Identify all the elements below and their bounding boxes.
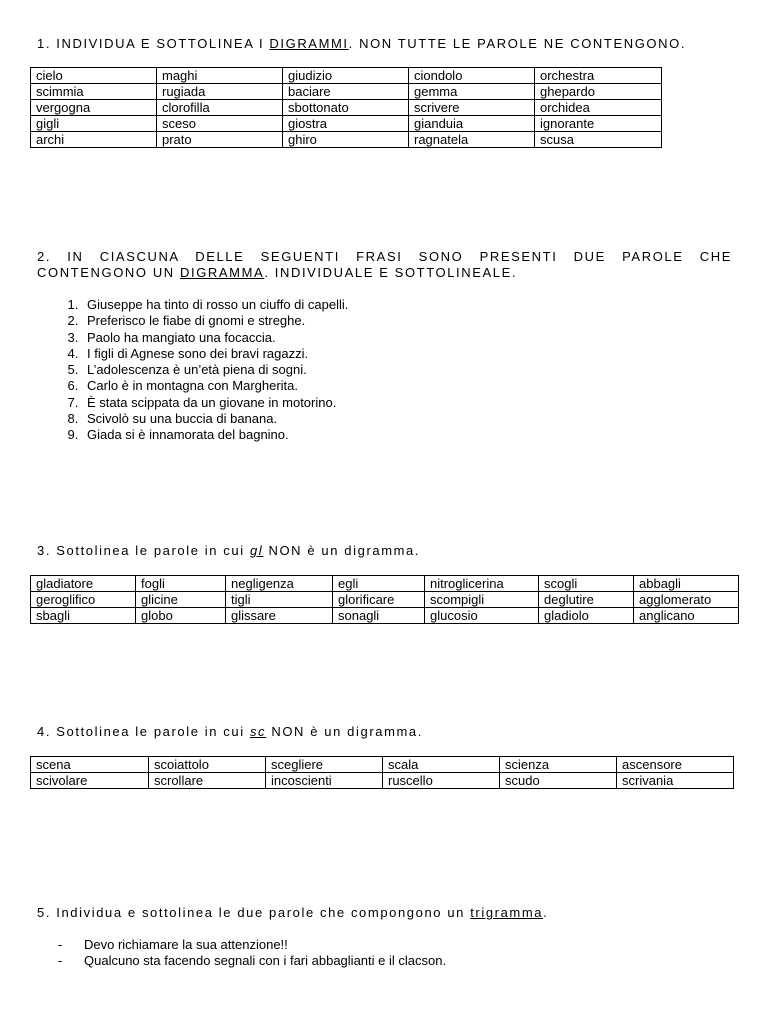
word-cell: orchestra bbox=[535, 68, 662, 84]
word-cell: scusa bbox=[535, 132, 662, 148]
section-5-title-underlined: trigramma bbox=[470, 905, 544, 920]
word-cell: ragnatela bbox=[409, 132, 535, 148]
word-cell: scoiattolo bbox=[149, 757, 266, 773]
word-cell: clorofilla bbox=[157, 100, 283, 116]
word-cell: scivolare bbox=[31, 773, 149, 789]
word-cell: prato bbox=[157, 132, 283, 148]
section-5-title-post: . bbox=[543, 905, 549, 920]
word-cell: cielo bbox=[31, 68, 157, 84]
word-cell: scompigli bbox=[425, 592, 539, 608]
table-row bbox=[31, 592, 739, 608]
table-row bbox=[31, 100, 662, 116]
section-3-title-pre: 3. Sottolinea le parole in cui bbox=[37, 543, 250, 558]
word-cell: scena bbox=[31, 757, 149, 773]
word-cell: scudo bbox=[500, 773, 617, 789]
sentence-item: 3. Paolo ha mangiato una focaccia. bbox=[82, 330, 348, 346]
sentence-item: - Qualcuno sta facendo segnali con i fari abbaglianti e il clacson. bbox=[58, 953, 446, 969]
word-cell: negligenza bbox=[226, 576, 333, 592]
sentence-item: 8. Scivolò su una buccia di banana. bbox=[82, 411, 348, 427]
trigraph-sentence-list bbox=[58, 937, 446, 969]
word-cell: egli bbox=[333, 576, 425, 592]
section-2-title-post: . INDIVIDUALE E SOTTOLINEALE. bbox=[264, 265, 518, 280]
word-cell: glicine bbox=[136, 592, 226, 608]
word-cell: ciondolo bbox=[409, 68, 535, 84]
gl-table bbox=[30, 575, 739, 624]
word-cell: gladiolo bbox=[539, 608, 634, 624]
word-cell: agglomerato bbox=[634, 592, 739, 608]
word-cell: glorificare bbox=[333, 592, 425, 608]
word-cell: abbagli bbox=[634, 576, 739, 592]
section-4-title-pre: 4. Sottolinea le parole in cui bbox=[37, 724, 250, 739]
table-row bbox=[31, 576, 739, 592]
word-cell: glissare bbox=[226, 608, 333, 624]
section-4-title-post: NON è un digramma. bbox=[266, 724, 423, 739]
word-cell: baciare bbox=[283, 84, 409, 100]
sentence-item: 6. Carlo è in montagna con Margherita. bbox=[82, 378, 348, 394]
section-4-title bbox=[37, 724, 732, 740]
section-2-title-underlined: DIGRAMMA bbox=[180, 265, 265, 280]
table-row bbox=[31, 132, 662, 148]
section-2-title-pre: 2. IN CIASCUNA DELLE SEGUENTI FRASI SONO PRESENTI DUE PAROLE CHE CONTENGONO UN bbox=[37, 249, 732, 280]
word-cell: ignorante bbox=[535, 116, 662, 132]
table-row bbox=[31, 608, 739, 624]
table-row bbox=[31, 84, 662, 100]
section-5-title-pre: 5. Individua e sottolinea le due parole che compongono un bbox=[37, 905, 471, 920]
section-5-title bbox=[37, 905, 732, 921]
word-cell: anglicano bbox=[634, 608, 739, 624]
word-cell: scrollare bbox=[149, 773, 266, 789]
word-cell: archi bbox=[31, 132, 157, 148]
section-2-title bbox=[37, 249, 732, 281]
word-cell: sbottonato bbox=[283, 100, 409, 116]
word-cell: fogli bbox=[136, 576, 226, 592]
sentence-list bbox=[37, 297, 348, 444]
word-cell: ascensore bbox=[617, 757, 734, 773]
table-row bbox=[31, 757, 734, 773]
table-row bbox=[31, 68, 662, 84]
word-cell: scienza bbox=[500, 757, 617, 773]
section-1-title-post: . NON TUTTE LE PAROLE NE CONTENGONO. bbox=[348, 36, 687, 51]
section-3-title bbox=[37, 543, 732, 559]
word-cell: gladiatore bbox=[31, 576, 136, 592]
word-cell: giudizio bbox=[283, 68, 409, 84]
word-cell: giostra bbox=[283, 116, 409, 132]
sentence-item: 4. I figli di Agnese sono dei bravi ragazzi. bbox=[82, 346, 348, 362]
word-cell: maghi bbox=[157, 68, 283, 84]
word-cell: scrivere bbox=[409, 100, 535, 116]
word-cell: ghiro bbox=[283, 132, 409, 148]
table-row bbox=[31, 773, 734, 789]
digraph-table bbox=[30, 67, 662, 148]
word-cell: globo bbox=[136, 608, 226, 624]
word-cell: scimmia bbox=[31, 84, 157, 100]
word-cell: incoscienti bbox=[266, 773, 383, 789]
word-cell: gemma bbox=[409, 84, 535, 100]
word-cell: tigli bbox=[226, 592, 333, 608]
word-cell: gianduia bbox=[409, 116, 535, 132]
table-row bbox=[31, 116, 662, 132]
word-cell: vergogna bbox=[31, 100, 157, 116]
word-cell: scrivania bbox=[617, 773, 734, 789]
word-cell: deglutire bbox=[539, 592, 634, 608]
sc-table bbox=[30, 756, 734, 789]
word-cell: nitroglicerina bbox=[425, 576, 539, 592]
section-1-title-underlined: DIGRAMMI bbox=[269, 36, 349, 51]
sentence-item: 9. Giada si è innamorata del bagnino. bbox=[82, 427, 348, 443]
sentence-item: 2. Preferisco le fiabe di gnomi e streghe. bbox=[82, 313, 348, 329]
word-cell: orchidea bbox=[535, 100, 662, 116]
sentence-item: 5. L’adolescenza è un’età piena di sogni. bbox=[82, 362, 348, 378]
word-cell: glucosio bbox=[425, 608, 539, 624]
sentence-item: 7. È stata scippata da un giovane in motorino. bbox=[82, 395, 348, 411]
word-cell: rugiada bbox=[157, 84, 283, 100]
section-1-title-pre: 1. INDIVIDUA E SOTTOLINEA I bbox=[37, 36, 270, 51]
word-cell: sbagli bbox=[31, 608, 136, 624]
sentence-item: 1. Giuseppe ha tinto di rosso un ciuffo di capelli. bbox=[82, 297, 348, 313]
word-cell: sonagli bbox=[333, 608, 425, 624]
word-cell: scogli bbox=[539, 576, 634, 592]
section-1-title bbox=[37, 36, 732, 52]
sentence-item: - Devo richiamare la sua attenzione!! bbox=[58, 937, 446, 953]
word-cell: scegliere bbox=[266, 757, 383, 773]
word-cell: gigli bbox=[31, 116, 157, 132]
section-3-title-post: NON è un digramma. bbox=[263, 543, 421, 558]
word-cell: ruscello bbox=[383, 773, 500, 789]
word-cell: sceso bbox=[157, 116, 283, 132]
section-3-title-underlined: gl bbox=[249, 543, 264, 558]
word-cell: ghepardo bbox=[535, 84, 662, 100]
word-cell: geroglifico bbox=[31, 592, 136, 608]
word-cell: scala bbox=[383, 757, 500, 773]
section-4-title-underlined: sc bbox=[249, 724, 267, 739]
